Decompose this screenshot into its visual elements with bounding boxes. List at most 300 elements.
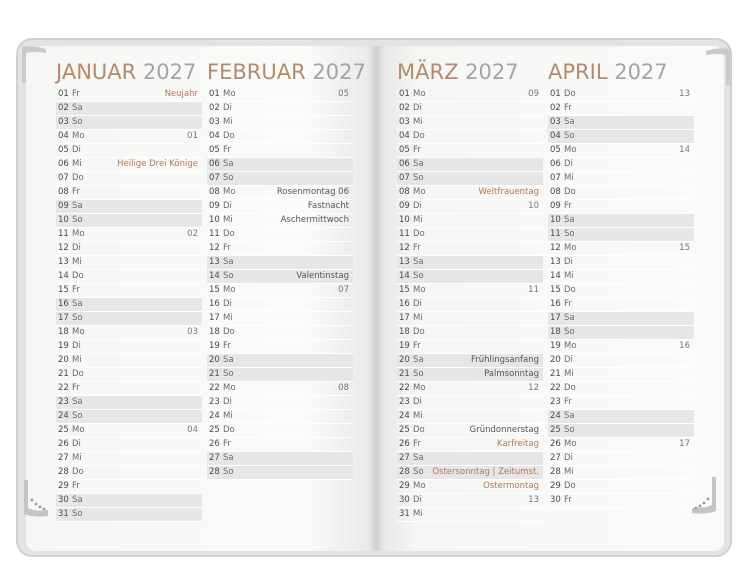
weekday: Fr <box>564 495 572 505</box>
day-row <box>548 186 694 200</box>
day-row <box>397 228 543 242</box>
day-row <box>207 88 353 102</box>
weekday: Di <box>413 299 422 309</box>
day-number: 25 <box>399 425 410 435</box>
weekday: Fr <box>223 243 231 253</box>
day-number: 01 <box>399 89 410 99</box>
day-number: 24 <box>399 411 410 421</box>
day-number: 05 <box>399 145 410 155</box>
day-number: 23 <box>58 397 69 407</box>
day-number: 15 <box>209 285 220 295</box>
month-title <box>207 58 366 86</box>
day-row <box>56 242 202 256</box>
day-number: 22 <box>58 383 69 393</box>
weekday: Sa <box>564 117 575 127</box>
day-number: 11 <box>550 229 561 239</box>
weekday: Fr <box>72 285 80 295</box>
day-row <box>56 410 202 424</box>
weekday: Do <box>564 383 576 393</box>
weekday: Di <box>413 201 422 211</box>
week-number: 02 <box>187 229 198 239</box>
weekday: Di <box>223 397 232 407</box>
day-number: 11 <box>58 229 69 239</box>
month-name: APRIL <box>548 60 608 84</box>
day-row <box>56 452 202 466</box>
weekday: Do <box>564 285 576 295</box>
day-number: 09 <box>58 201 69 211</box>
day-row <box>397 214 543 228</box>
weekday: Fr <box>564 299 572 309</box>
day-number: 10 <box>209 215 220 225</box>
day-row <box>397 158 543 172</box>
day-row <box>56 438 202 452</box>
week-number: 01 <box>187 131 198 141</box>
weekday: Mi <box>223 117 233 127</box>
weekday: Do <box>223 425 235 435</box>
day-number: 13 <box>550 257 561 267</box>
day-row <box>56 186 202 200</box>
day-number: 27 <box>399 453 410 463</box>
day-number: 07 <box>550 173 561 183</box>
weekday: Do <box>72 271 84 281</box>
day-number: 04 <box>209 131 220 141</box>
day-number: 21 <box>399 369 410 379</box>
day-number: 18 <box>58 327 69 337</box>
day-number: 26 <box>399 439 410 449</box>
week-number: 10 <box>528 201 539 211</box>
month-january <box>56 58 202 522</box>
day-number: 19 <box>58 341 69 351</box>
weekday: Sa <box>413 453 424 463</box>
weekday: Sa <box>223 159 234 169</box>
weekday: Fr <box>72 481 80 491</box>
day-row <box>207 242 353 256</box>
weekday: Mi <box>72 355 82 365</box>
day-row <box>207 186 353 200</box>
day-row <box>397 284 543 298</box>
weekday: Di <box>223 103 232 113</box>
day-row <box>548 382 694 396</box>
day-list <box>397 88 543 522</box>
day-number: 14 <box>550 271 561 281</box>
month-february <box>207 58 366 480</box>
weekday: Mo <box>564 243 577 253</box>
day-row <box>207 116 353 130</box>
day-row <box>56 130 202 144</box>
weekday: Do <box>223 131 235 141</box>
day-number: 28 <box>209 467 220 477</box>
weekday: Mi <box>72 257 82 267</box>
weekday: Do <box>564 481 576 491</box>
day-number: 23 <box>550 397 561 407</box>
day-row <box>207 298 353 312</box>
day-row <box>397 200 543 214</box>
day-row <box>56 508 202 522</box>
weekday: Mi <box>413 313 423 323</box>
day-row <box>207 158 353 172</box>
day-number: 08 <box>399 187 410 197</box>
weekday: Mo <box>223 187 236 197</box>
day-number: 17 <box>550 313 561 323</box>
day-row <box>397 172 543 186</box>
day-number: 13 <box>209 257 220 267</box>
weekday: Mo <box>413 187 426 197</box>
day-number: 18 <box>399 327 410 337</box>
day-row <box>56 340 202 354</box>
day-number: 11 <box>209 229 220 239</box>
day-row <box>397 396 543 410</box>
day-number: 26 <box>58 439 69 449</box>
day-number: 04 <box>58 131 69 141</box>
day-number: 28 <box>58 467 69 477</box>
weekday: Fr <box>564 397 572 407</box>
week-number: 17 <box>679 439 690 449</box>
day-number: 20 <box>209 355 220 365</box>
month-title <box>548 58 694 86</box>
weekday: Fr <box>72 187 80 197</box>
weekday: Sa <box>564 313 575 323</box>
day-row <box>548 130 694 144</box>
day-row <box>207 410 353 424</box>
weekday: Mo <box>223 383 236 393</box>
day-row <box>548 102 694 116</box>
day-row <box>397 298 543 312</box>
day-row <box>397 354 543 368</box>
day-row <box>56 270 202 284</box>
weekday: Sa <box>72 201 83 211</box>
weekday: So <box>564 229 575 239</box>
day-number: 25 <box>58 425 69 435</box>
week-number: 03 <box>187 327 198 337</box>
weekday: Mo <box>413 285 426 295</box>
weekday: Mo <box>564 341 577 351</box>
weekday: Mi <box>564 467 574 477</box>
day-row <box>548 172 694 186</box>
month-name: MÄRZ <box>397 60 459 84</box>
day-number: 03 <box>399 117 410 127</box>
day-number: 06 <box>58 159 69 169</box>
day-number: 03 <box>58 117 69 127</box>
day-row <box>56 396 202 410</box>
day-row <box>548 354 694 368</box>
weekday: Di <box>564 159 573 169</box>
day-number: 14 <box>209 271 220 281</box>
weekday: Do <box>223 229 235 239</box>
day-row <box>548 340 694 354</box>
day-number: 24 <box>550 411 561 421</box>
weekday: So <box>564 425 575 435</box>
day-row <box>56 88 202 102</box>
weekday: Fr <box>413 243 421 253</box>
day-row <box>56 158 202 172</box>
day-row <box>397 452 543 466</box>
day-number: 28 <box>399 467 410 477</box>
day-row <box>397 270 543 284</box>
day-row <box>548 116 694 130</box>
day-number: 17 <box>58 313 69 323</box>
weekday: Mo <box>72 425 85 435</box>
weekday: So <box>413 467 424 477</box>
day-row <box>548 494 694 508</box>
corner-protector-bottom-left-icon <box>22 478 50 518</box>
weekday: Do <box>413 131 425 141</box>
day-row <box>56 102 202 116</box>
day-row <box>548 88 694 102</box>
day-number: 26 <box>550 439 561 449</box>
weekday: Mi <box>72 159 82 169</box>
day-number: 05 <box>58 145 69 155</box>
day-row <box>548 438 694 452</box>
day-row <box>548 144 694 158</box>
day-row <box>548 228 694 242</box>
day-row <box>548 326 694 340</box>
day-number: 12 <box>58 243 69 253</box>
day-number: 19 <box>209 341 220 351</box>
month-title <box>56 58 202 86</box>
day-row <box>548 452 694 466</box>
day-row <box>56 480 202 494</box>
day-row <box>56 172 202 186</box>
day-row <box>207 214 353 228</box>
weekday: Di <box>223 201 232 211</box>
day-number: 07 <box>399 173 410 183</box>
day-number: 23 <box>209 397 220 407</box>
day-number: 15 <box>550 285 561 295</box>
weekday: Sa <box>72 103 83 113</box>
day-row <box>548 312 694 326</box>
day-row <box>207 340 353 354</box>
weekday: Fr <box>564 103 572 113</box>
weekday: Sa <box>223 257 234 267</box>
day-row <box>207 102 353 116</box>
weekday: Mo <box>72 131 85 141</box>
weekday: Sa <box>413 257 424 267</box>
day-row <box>548 368 694 382</box>
day-row <box>56 298 202 312</box>
day-row <box>548 242 694 256</box>
month-march <box>397 58 543 522</box>
day-list <box>548 88 694 508</box>
month-name: JANUAR <box>56 60 137 84</box>
weekday: So <box>413 369 424 379</box>
holiday-label: Karfreitag <box>497 439 539 449</box>
day-row <box>397 88 543 102</box>
day-number: 17 <box>209 313 220 323</box>
day-row <box>56 368 202 382</box>
day-row <box>397 312 543 326</box>
day-number: 16 <box>209 299 220 309</box>
day-row <box>548 466 694 480</box>
holiday-label: Fastnacht <box>307 201 349 211</box>
weekday: Di <box>564 257 573 267</box>
holiday-label: Ostermontag <box>483 481 539 491</box>
day-number: 25 <box>209 425 220 435</box>
day-number: 24 <box>58 411 69 421</box>
weekday: Fr <box>72 89 80 99</box>
day-row <box>397 242 543 256</box>
weekday: Mi <box>223 411 233 421</box>
day-number: 31 <box>58 509 69 519</box>
day-number: 22 <box>399 383 410 393</box>
day-number: 07 <box>209 173 220 183</box>
week-number: 12 <box>528 383 539 393</box>
day-number: 02 <box>399 103 410 113</box>
corner-protector-top-left-icon <box>20 45 48 85</box>
weekday: Mo <box>223 89 236 99</box>
day-number: 17 <box>399 313 410 323</box>
weekday: Di <box>413 397 422 407</box>
weekday: Mo <box>72 327 85 337</box>
day-number: 05 <box>550 145 561 155</box>
day-number: 16 <box>58 299 69 309</box>
day-number: 08 <box>209 187 220 197</box>
weekday: Sa <box>72 495 83 505</box>
weekday: Do <box>72 173 84 183</box>
day-row <box>397 494 543 508</box>
weekday: Mi <box>413 215 423 225</box>
day-row <box>207 270 353 284</box>
day-number: 07 <box>58 173 69 183</box>
day-number: 06 <box>209 159 220 169</box>
holiday-label: Ostersonntag | Zeitumst. <box>432 467 539 477</box>
weekday: So <box>72 117 83 127</box>
day-number: 01 <box>209 89 220 99</box>
day-number: 06 <box>399 159 410 169</box>
weekday: Mi <box>72 453 82 463</box>
day-row <box>56 382 202 396</box>
month-year: 2027 <box>312 60 366 84</box>
day-row <box>207 326 353 340</box>
day-number: 12 <box>399 243 410 253</box>
day-number: 04 <box>399 131 410 141</box>
weekday: Do <box>72 467 84 477</box>
weekday: Mi <box>413 117 423 127</box>
month-name: FEBRUAR <box>207 60 306 84</box>
day-row <box>56 494 202 508</box>
day-row <box>207 438 353 452</box>
week-number: 16 <box>679 341 690 351</box>
day-row <box>207 424 353 438</box>
week-number: 13 <box>528 495 539 505</box>
weekday: So <box>72 509 83 519</box>
day-row <box>56 200 202 214</box>
weekday: Di <box>72 439 81 449</box>
holiday-label: Valentinstag <box>296 271 349 281</box>
day-number: 23 <box>399 397 410 407</box>
weekday: Sa <box>413 355 424 365</box>
day-row <box>207 256 353 270</box>
day-row <box>397 144 543 158</box>
day-number: 20 <box>550 355 561 365</box>
weekday: So <box>223 369 234 379</box>
weekday: Mo <box>413 481 426 491</box>
holiday-label: Aschermittwoch <box>280 215 349 225</box>
day-row <box>397 116 543 130</box>
weekday: Do <box>72 369 84 379</box>
weekday: Fr <box>413 341 421 351</box>
day-row <box>397 256 543 270</box>
day-row <box>397 382 543 396</box>
weekday: Do <box>223 327 235 337</box>
day-number: 15 <box>399 285 410 295</box>
corner-protector-top-right-icon <box>704 47 732 87</box>
holiday-label: Weltfrauentag <box>478 187 539 197</box>
day-list <box>207 88 353 480</box>
weekday: Fr <box>223 341 231 351</box>
month-title <box>397 58 543 86</box>
month-april <box>548 58 694 508</box>
holiday-label: Frühlingsanfang <box>470 355 539 365</box>
day-number: 08 <box>550 187 561 197</box>
weekday: Mi <box>564 173 574 183</box>
day-number: 19 <box>550 341 561 351</box>
day-row <box>207 172 353 186</box>
weekday: Sa <box>564 215 575 225</box>
day-number: 04 <box>550 131 561 141</box>
day-row <box>56 116 202 130</box>
weekday: Do <box>413 327 425 337</box>
holiday-label: Palmsonntag <box>484 369 539 379</box>
weekday: So <box>413 271 424 281</box>
day-number: 02 <box>58 103 69 113</box>
day-row <box>397 102 543 116</box>
weekday: Sa <box>223 355 234 365</box>
day-row <box>397 410 543 424</box>
day-row <box>397 438 543 452</box>
day-number: 12 <box>209 243 220 253</box>
week-number: 08 <box>338 383 349 393</box>
day-row <box>397 340 543 354</box>
day-row <box>207 368 353 382</box>
weekday: Mo <box>223 285 236 295</box>
day-row <box>207 382 353 396</box>
day-row <box>56 144 202 158</box>
weekday: So <box>72 313 83 323</box>
day-number: 01 <box>550 89 561 99</box>
day-row <box>207 466 353 480</box>
day-row <box>56 256 202 270</box>
weekday: Fr <box>223 145 231 155</box>
weekday: Sa <box>223 453 234 463</box>
week-number: 13 <box>679 89 690 99</box>
holiday-label: Neujahr <box>164 89 198 99</box>
day-number: 02 <box>550 103 561 113</box>
day-row <box>56 466 202 480</box>
day-number: 09 <box>209 201 220 211</box>
weekday: Di <box>564 355 573 365</box>
day-number: 03 <box>550 117 561 127</box>
day-number: 24 <box>209 411 220 421</box>
day-row <box>397 368 543 382</box>
weekday: Mo <box>564 145 577 155</box>
day-number: 02 <box>209 103 220 113</box>
day-row <box>548 256 694 270</box>
day-number: 16 <box>399 299 410 309</box>
day-row <box>548 410 694 424</box>
day-number: 21 <box>209 369 220 379</box>
day-row <box>548 424 694 438</box>
day-row <box>207 452 353 466</box>
month-year: 2027 <box>142 60 197 84</box>
page-gutter <box>368 46 384 551</box>
day-number: 10 <box>58 215 69 225</box>
day-number: 05 <box>209 145 220 155</box>
weekday: Mi <box>223 215 233 225</box>
day-number: 30 <box>550 495 561 505</box>
day-row <box>207 354 353 368</box>
day-number: 26 <box>209 439 220 449</box>
weekday: Di <box>72 243 81 253</box>
